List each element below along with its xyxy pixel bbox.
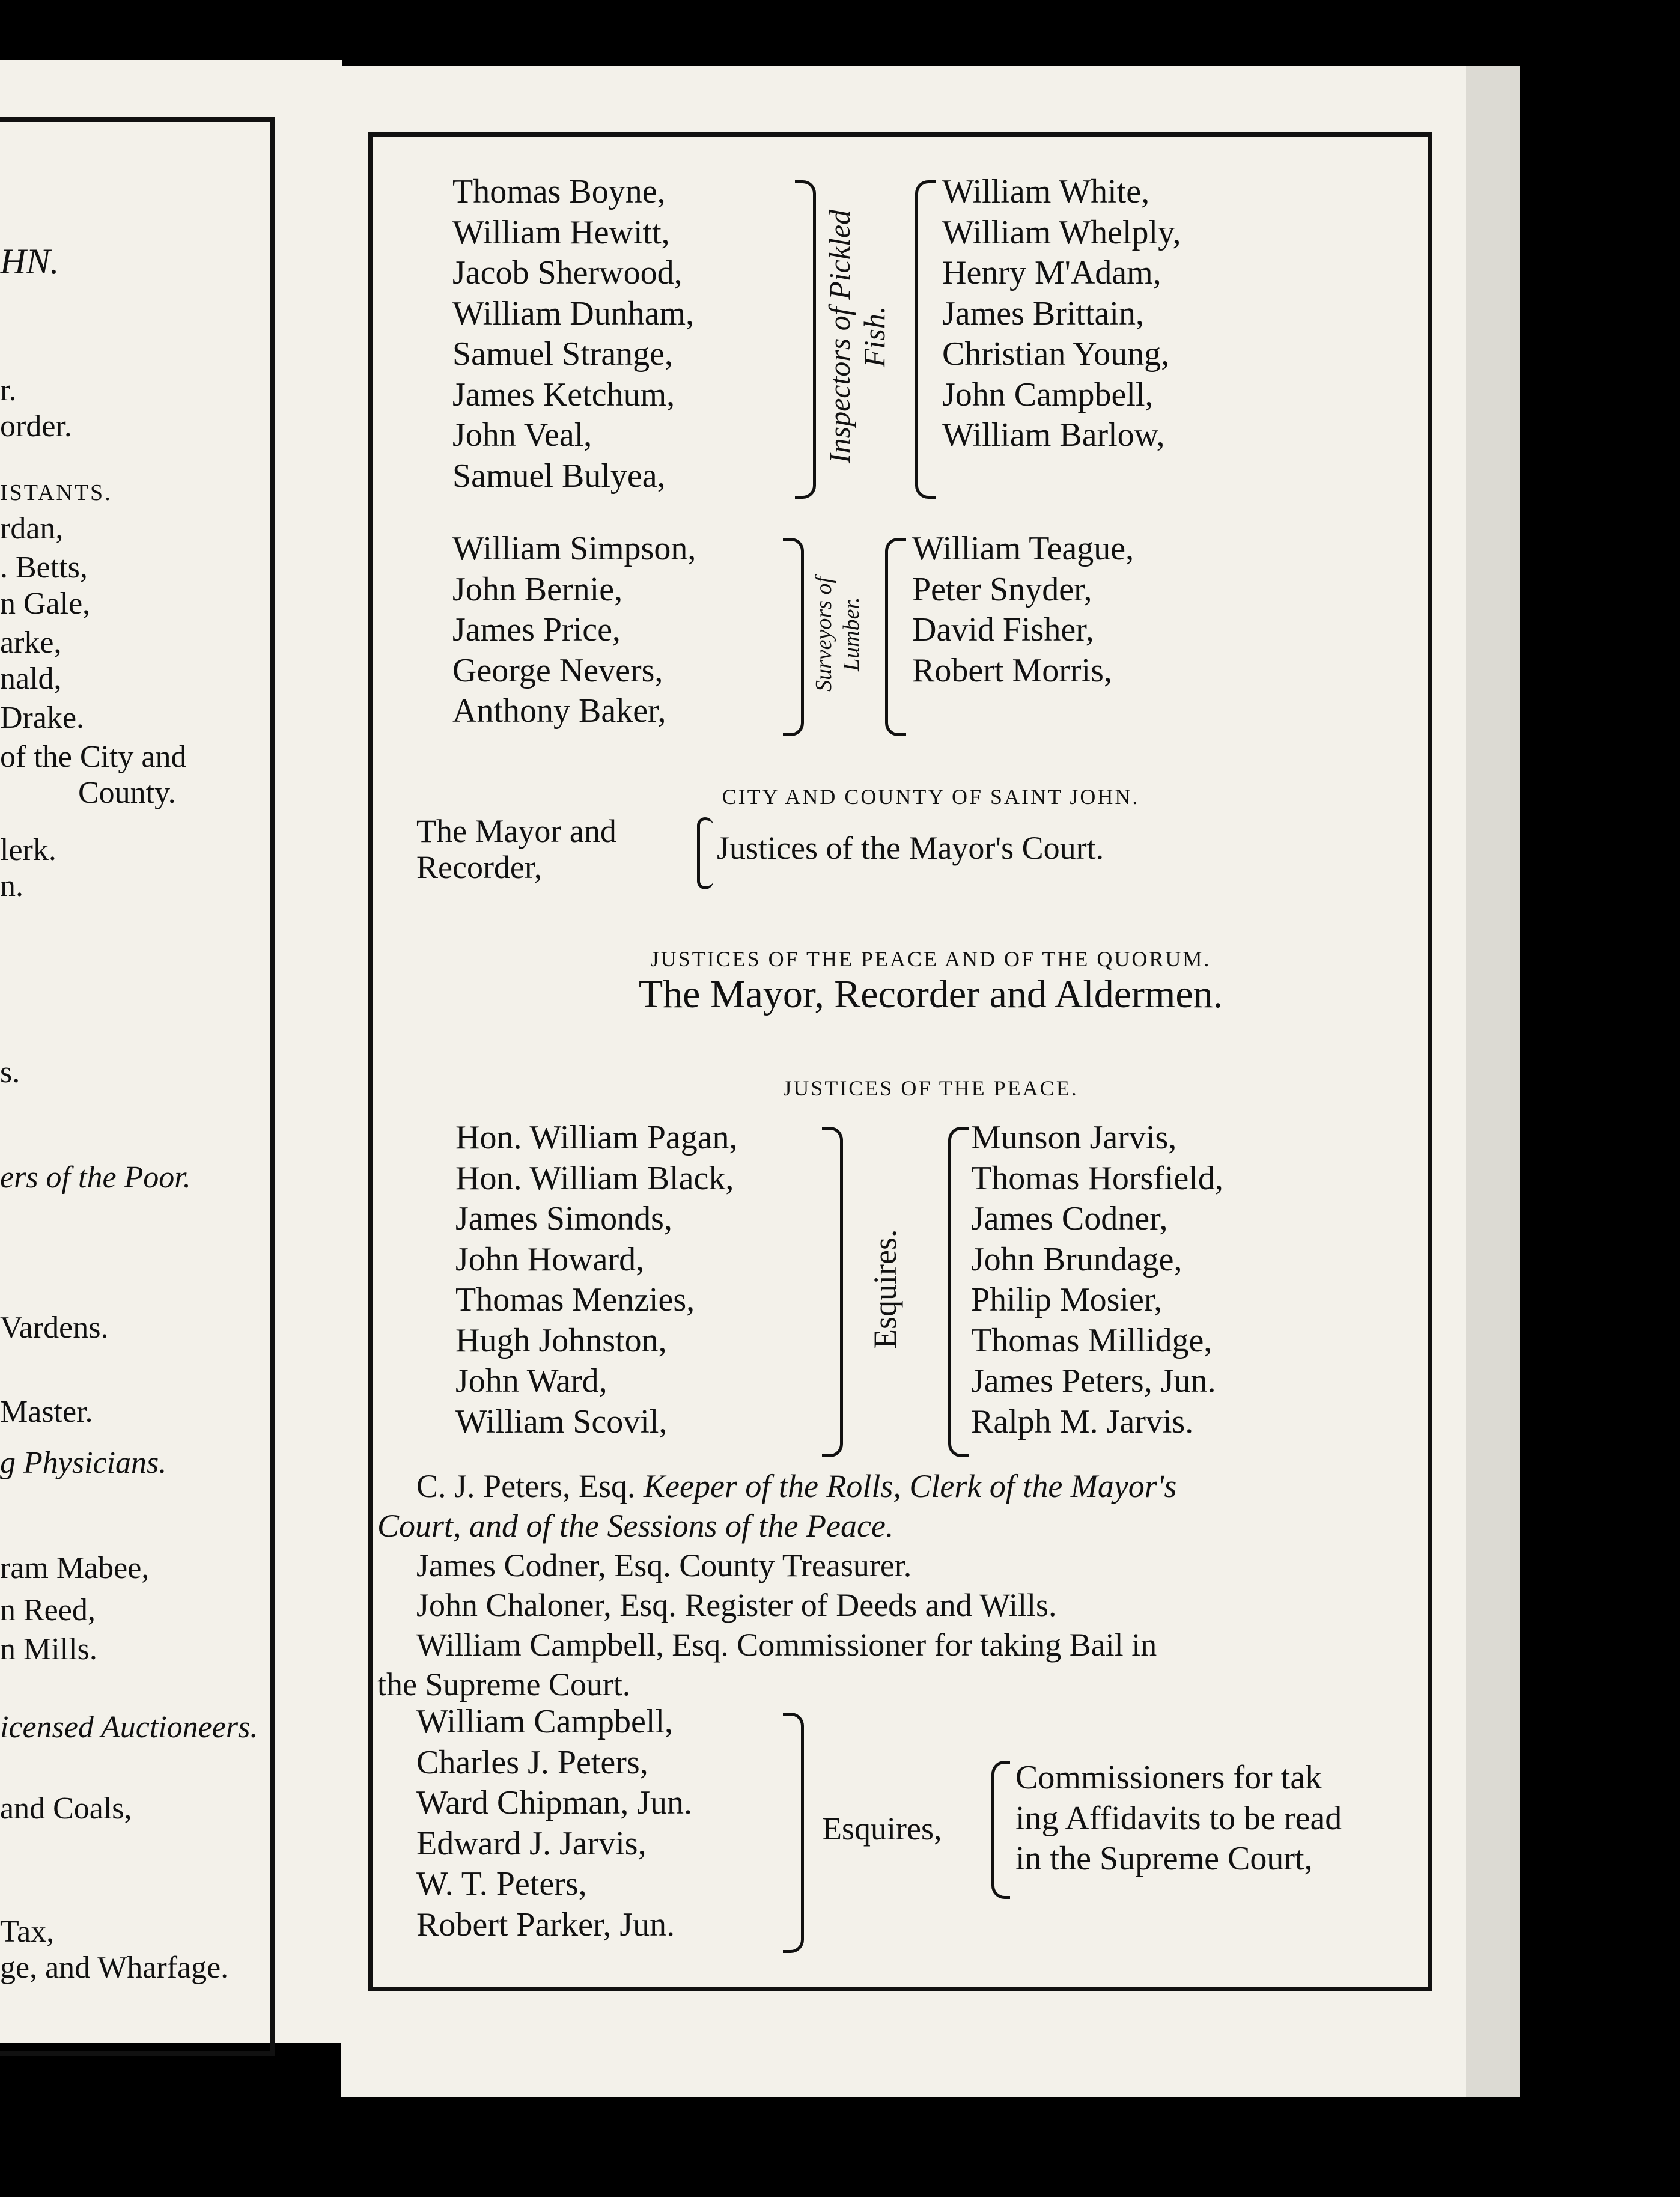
- commissioner-name: Robert Parker, Jun.: [416, 1906, 675, 1943]
- quorum-heading: JUSTICES OF THE PEACE AND OF THE QUORUM.: [650, 947, 1211, 971]
- left-page-line: . Betts,: [0, 550, 88, 585]
- justice-name: Hon. William Pagan,: [455, 1119, 738, 1156]
- justice-name: James Peters, Jun.: [971, 1362, 1216, 1400]
- surveyor-name: William Teague,: [912, 530, 1134, 567]
- justice-name: James Simonds,: [455, 1200, 672, 1237]
- justice-name: Philip Mosier,: [971, 1281, 1163, 1318]
- inspector-name: William Dunham,: [452, 294, 695, 332]
- left-page-line: Tax,: [0, 1915, 55, 1949]
- left-page-line: Drake.: [0, 701, 85, 735]
- justice-name: Ralph M. Jarvis.: [971, 1403, 1194, 1440]
- commissioner-name: Charles J. Peters,: [416, 1743, 648, 1781]
- justices-heading: JUSTICES OF THE PEACE.: [783, 1076, 1079, 1100]
- justice-name: Hugh Johnston,: [455, 1321, 667, 1359]
- left-page-line: icensed Auctioneers.: [0, 1710, 258, 1744]
- pickled-fish-brace-left: [795, 180, 816, 499]
- inspector-name: William White,: [942, 173, 1150, 210]
- left-page-line: ge, and Wharfage.: [0, 1951, 229, 1985]
- peters-role-1: Keeper of the Rolls, Clerk of the Mayor's: [644, 1468, 1177, 1504]
- justice-name: Thomas Menzies,: [455, 1281, 695, 1318]
- left-page-line: n.: [0, 869, 23, 903]
- left-page: [0, 60, 342, 2043]
- commissioner-name: Edward J. Jarvis,: [416, 1824, 647, 1862]
- city-county-justices: Justices of the Mayor's Court.: [717, 830, 1104, 866]
- inspector-name: Henry M'Adam,: [942, 254, 1161, 291]
- left-page-line: r.: [0, 373, 17, 407]
- left-page-line: g Physicians.: [0, 1446, 167, 1480]
- city-county-recorder: Recorder,: [416, 849, 543, 885]
- surveyor-name: George Nevers,: [452, 651, 663, 689]
- surveyor-name: Robert Morris,: [912, 651, 1112, 689]
- commissioner-esquires: Esquires,: [822, 1811, 942, 1847]
- left-page-line: HN.: [0, 242, 59, 281]
- left-page-line: n Mills.: [0, 1632, 97, 1666]
- justice-name: John Howard,: [455, 1240, 645, 1278]
- inspector-name: Thomas Boyne,: [452, 173, 666, 210]
- left-page-line: Vardens.: [0, 1311, 109, 1345]
- lumber-label: Surveyors of Lumber.: [811, 576, 864, 692]
- inspector-name: John Veal,: [452, 416, 592, 454]
- left-page-line: County.: [78, 776, 176, 810]
- commissioner-name: William Campbell,: [416, 1703, 673, 1740]
- inspector-name: Jacob Sherwood,: [452, 254, 683, 291]
- commissioner-role-brace: [991, 1761, 1010, 1899]
- justice-name: James Codner,: [971, 1200, 1168, 1237]
- justice-name: William Scovil,: [455, 1403, 668, 1440]
- lumber-names-left: [452, 529, 696, 732]
- pickled-fish-label: Inspectors of Pickled Fish.: [823, 209, 891, 464]
- surveyor-name: James Price,: [452, 611, 621, 648]
- left-page-line: ers of the Poor.: [0, 1160, 191, 1195]
- commissioner-name: Ward Chipman, Jun.: [416, 1784, 692, 1821]
- left-page-line: of the City and: [0, 740, 187, 774]
- lumber-names-right: [912, 529, 1134, 691]
- left-page-line: arke,: [0, 626, 62, 660]
- surveyor-name: William Simpson,: [452, 530, 696, 567]
- inspector-name: William Whelply,: [942, 213, 1181, 251]
- campbell-line-1: William Campbell, Esq. Commissioner for taking Bail in: [416, 1627, 1157, 1663]
- commissioner-role-line: Commissioners for tak: [1015, 1759, 1322, 1796]
- codner-line: James Codner, Esq. County Treasurer.: [416, 1547, 912, 1583]
- commissioner-role-line: in the Supreme Court,: [1015, 1840, 1313, 1877]
- campbell-line-2: the Supreme Court.: [377, 1666, 631, 1702]
- left-page-line: ram Mabee,: [0, 1551, 150, 1585]
- justices-brace-right: [948, 1127, 969, 1457]
- quorum-text: The Mayor, Recorder and Aldermen.: [638, 972, 1223, 1016]
- city-county-brace: [697, 817, 713, 889]
- city-county-heading: CITY AND COUNTY OF SAINT JOHN.: [722, 785, 1140, 809]
- commissioner-brace: [783, 1713, 804, 1953]
- left-page-line: n Gale,: [0, 587, 91, 621]
- left-page-line: s.: [0, 1055, 20, 1089]
- commissioner-name: W. T. Peters,: [416, 1865, 587, 1903]
- left-page-border: [0, 117, 275, 2056]
- justice-name: John Ward,: [455, 1362, 607, 1400]
- chaloner-line: John Chaloner, Esq. Register of Deeds and Wills.: [416, 1587, 1057, 1623]
- surveyor-name: Peter Snyder,: [912, 570, 1092, 608]
- peters-role-2: Court, and of the Sessions of the Peace.: [377, 1508, 894, 1544]
- lumber-brace-right: [885, 538, 906, 736]
- commissioner-role: [1015, 1758, 1342, 1880]
- inspector-name: William Hewitt,: [452, 213, 670, 251]
- inspector-name: James Ketchum,: [452, 376, 675, 413]
- left-page-line: rdan,: [0, 511, 64, 546]
- left-page-line: lerk.: [0, 833, 56, 867]
- pickled-fish-names-right: [942, 172, 1181, 456]
- justices-names-right: [971, 1118, 1223, 1442]
- left-page-line: ISTANTS.: [0, 480, 112, 505]
- surveyor-name: Anthony Baker,: [452, 692, 666, 730]
- lumber-brace-left: [783, 538, 804, 736]
- justices-names-left: [455, 1118, 738, 1442]
- left-page-line: nald,: [0, 662, 62, 696]
- justices-label: Esquires.: [867, 1229, 903, 1349]
- pickled-fish-names-left: [452, 172, 694, 496]
- commissioner-role-line: ing Affidavits to be read: [1015, 1799, 1342, 1837]
- peters-name: C. J. Peters, Esq.: [416, 1468, 636, 1504]
- left-page-line: n Reed,: [0, 1593, 96, 1627]
- justice-name: Thomas Horsfield,: [971, 1159, 1223, 1197]
- inspector-name: John Campbell,: [942, 376, 1154, 413]
- inspector-name: Christian Young,: [942, 335, 1170, 373]
- commissioner-names: [416, 1702, 692, 1945]
- inspector-name: Samuel Strange,: [452, 335, 674, 373]
- right-page: [341, 66, 1520, 2097]
- inspector-name: James Brittain,: [942, 294, 1144, 332]
- left-page-line: and Coals,: [0, 1791, 132, 1826]
- justice-name: Hon. William Black,: [455, 1159, 734, 1197]
- justice-name: John Brundage,: [971, 1240, 1182, 1278]
- peters-line: [416, 1466, 1176, 1506]
- surveyor-name: David Fisher,: [912, 611, 1094, 648]
- justices-brace-left: [822, 1127, 843, 1457]
- surveyor-name: John Bernie,: [452, 570, 623, 608]
- inspector-name: Samuel Bulyea,: [452, 457, 666, 495]
- inspector-name: William Barlow,: [942, 416, 1165, 454]
- justice-name: Munson Jarvis,: [971, 1119, 1177, 1156]
- city-county-mayor: The Mayor and: [416, 813, 616, 849]
- left-page-line: Master.: [0, 1395, 93, 1429]
- page-edge: [1466, 66, 1520, 2097]
- pickled-fish-brace-right: [915, 180, 936, 499]
- justice-name: Thomas Millidge,: [971, 1321, 1213, 1359]
- left-page-line: order.: [0, 409, 72, 443]
